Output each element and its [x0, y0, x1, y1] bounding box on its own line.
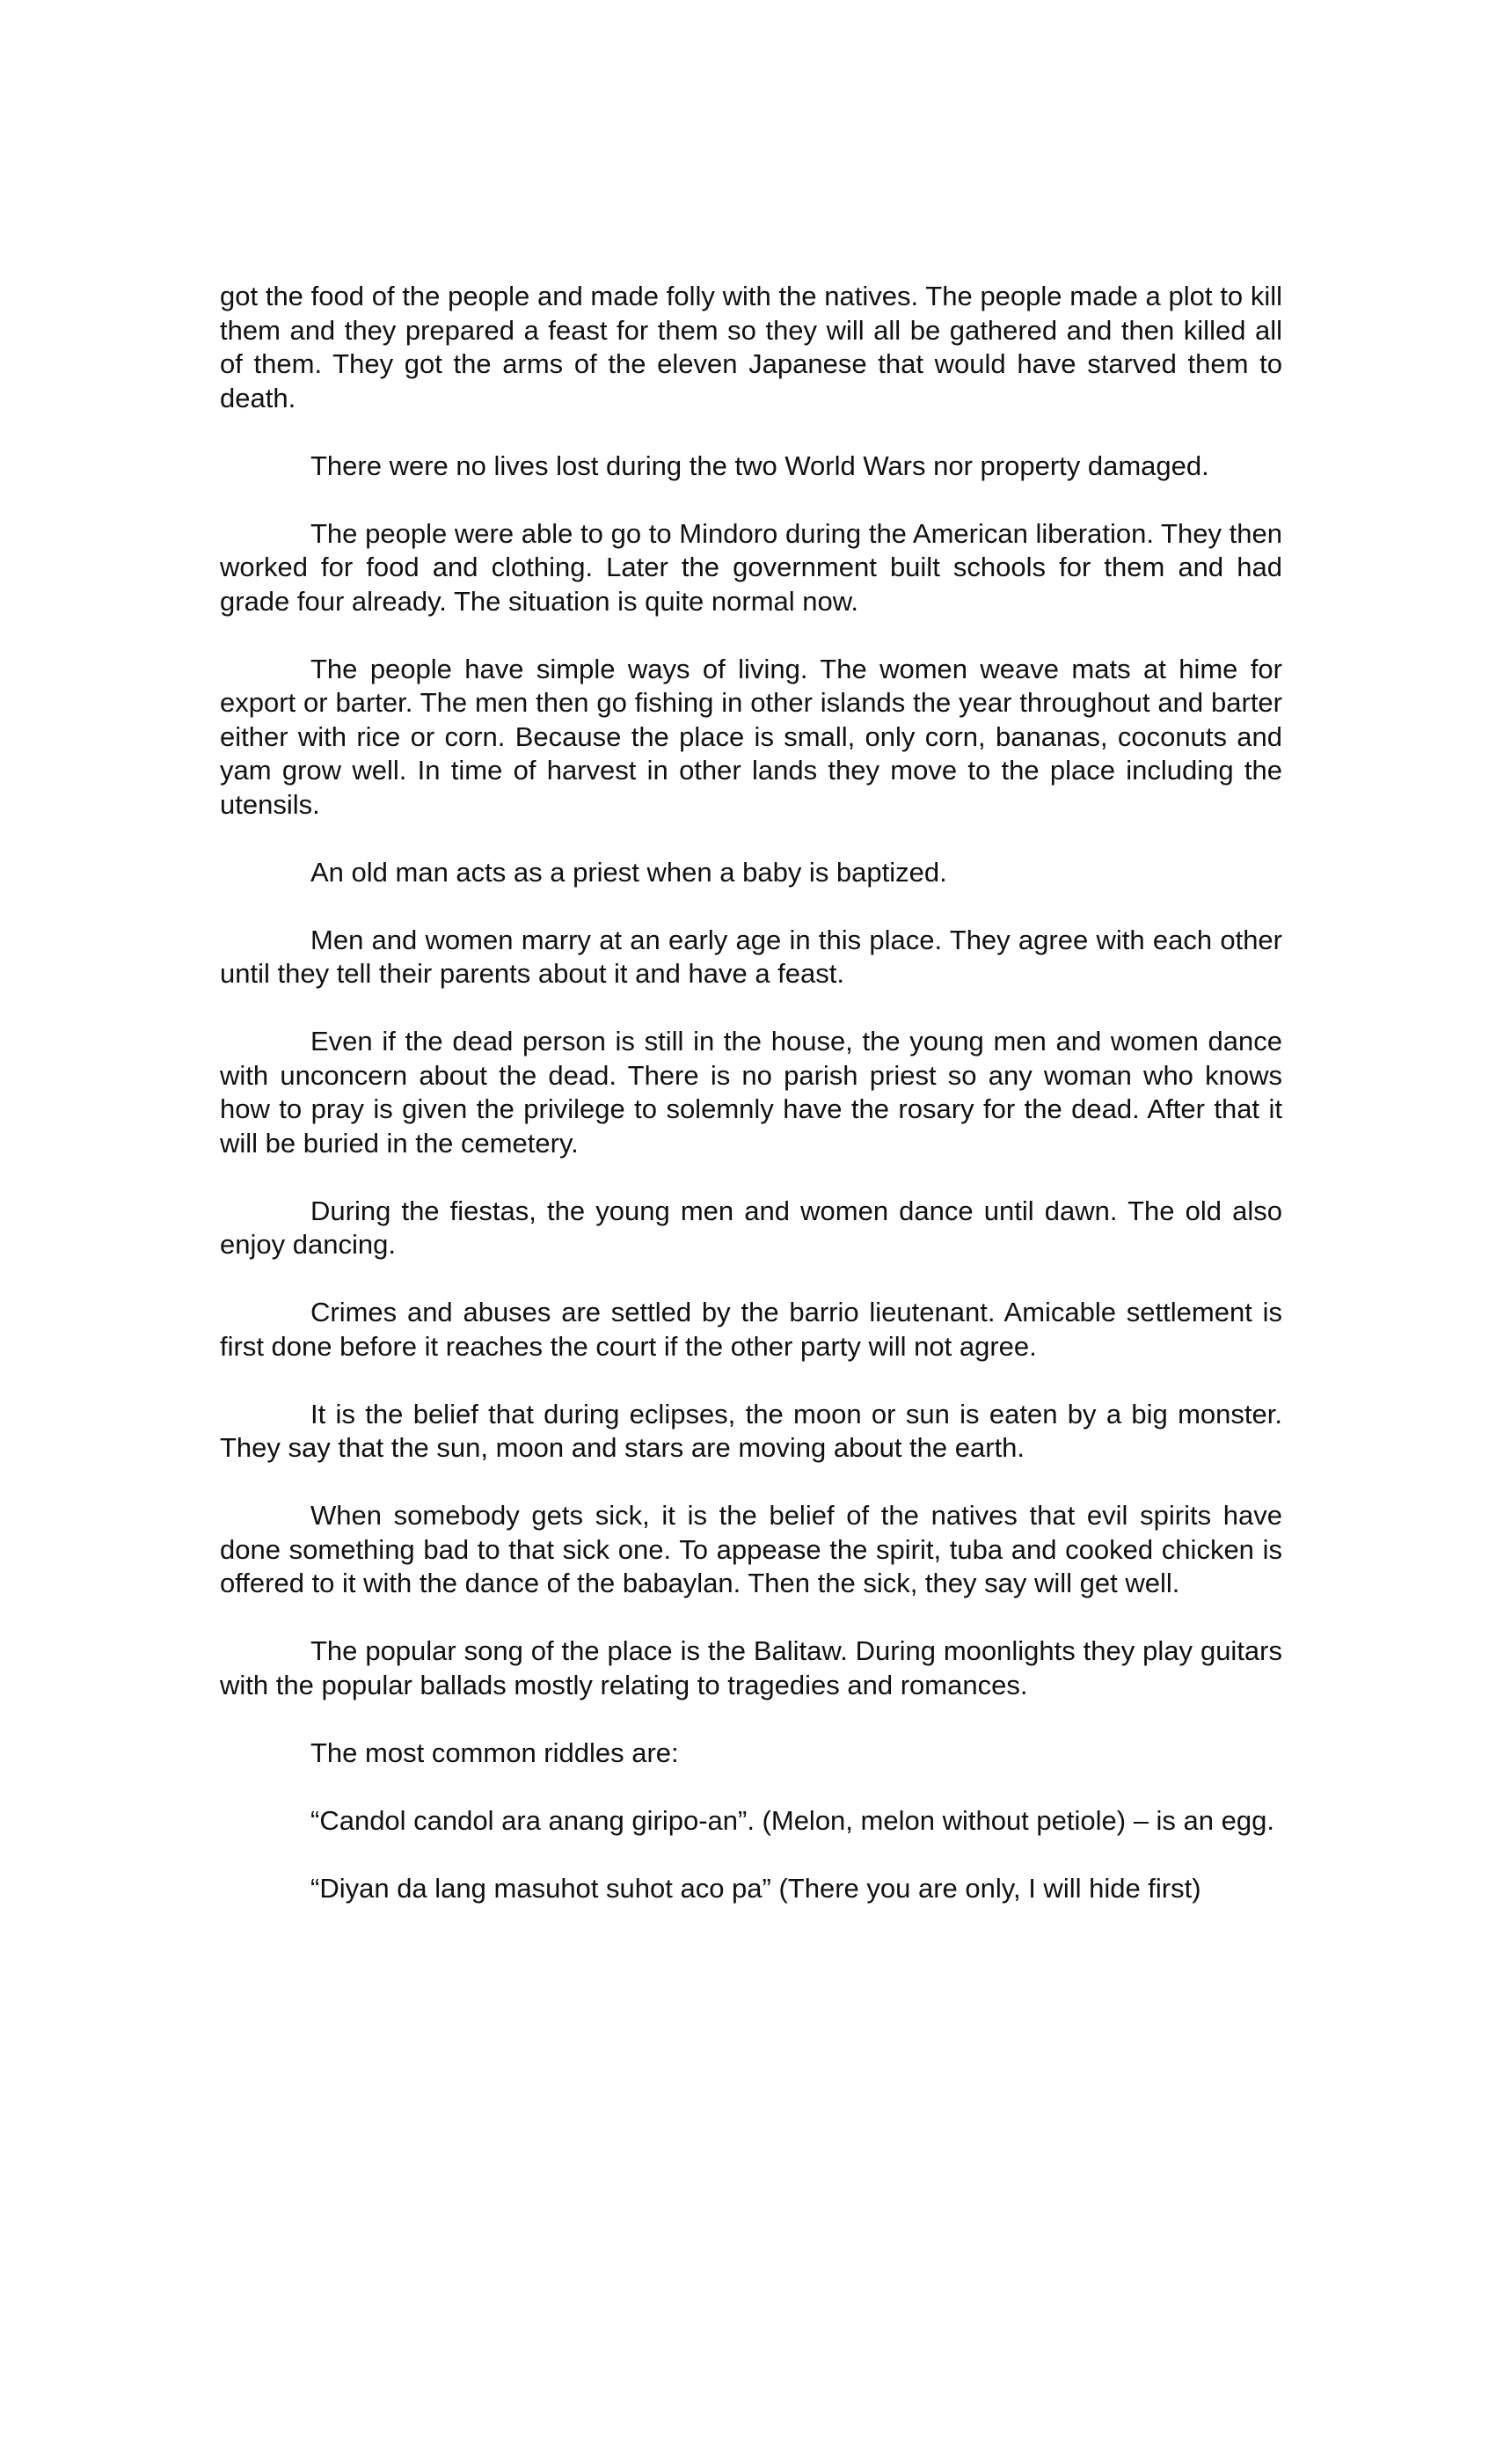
body-text	[220, 280, 1282, 1905]
paragraph-12: The popular song of the place is the Balitaw. During moonlights they play guitars with the popular ballads mostly relating to tragedies and romances.	[220, 1635, 1282, 1700]
paragraph-3: The people were able to go to Mindoro during the American liberation. They then worked for food and clothing. Later the government built schools for them and had grade four already. The situation is quite normal now.	[220, 517, 1282, 617]
paragraph-7: Even if the dead person is still in the house, the young men and women dance with unconcern about the dead. There is no parish priest so any woman who knows how to pray is given the privilege to solemnly have the rosary for the dead. After that it will be buried in the cemetery.	[220, 1026, 1282, 1159]
paragraph-10: It is the belief that during eclipses, the moon or sun is eaten by a big monster. They say that the sun, moon and stars are moving about the earth.	[220, 1398, 1282, 1463]
paragraph-15: “Diyan da lang masuhot suhot aco pa” (There you are only, I will hide first)	[310, 1872, 1201, 1904]
paragraph-14: “Candol candol ara anang giripo-an”. (Melon, melon without petiole) – is an egg.	[310, 1804, 1274, 1836]
paragraph-5: An old man acts as a priest when a baby is baptized.	[310, 856, 947, 888]
paragraph-1: got the food of the people and made folly with the natives. The people made a plot to kill them and they prepared a feast for them so they will all be gathered and then killed all of them. They got the arms of the eleven Japanese that would have starved them to death.	[220, 281, 1282, 413]
paragraph-2: There were no lives lost during the two World Wars nor property damaged.	[310, 450, 1209, 481]
paragraph-11: When somebody gets sick, it is the belief of the natives that evil spirits have done something bad to that sick one. To appease the spirit, tuba and cooked chicken is offered to it with the dance of the babaylan. Then the sick, they say will get well.	[220, 1500, 1282, 1598]
paragraph-9: Crimes and abuses are settled by the barrio lieutenant. Amicable settlement is first done before it reaches the court if the other party will not agree.	[220, 1297, 1282, 1362]
paragraph-8: During the fiestas, the young men and women dance until dawn. The old also enjoy dancing.	[220, 1195, 1282, 1260]
paragraph-6: Men and women marry at an early age in this place. They agree with each other until they tell their parents about it and have a feast.	[220, 924, 1282, 989]
paragraph-4: The people have simple ways of living. The women weave mats at hime for export or barter. The men then go fishing in other islands the year throughout and barter either with rice or corn. Because the place is small, only corn, bananas, coconuts and yam grow well. In time of harvest in other lands they move to the place including the utensils.	[220, 653, 1282, 820]
paragraph-13: The most common riddles are:	[310, 1736, 679, 1768]
